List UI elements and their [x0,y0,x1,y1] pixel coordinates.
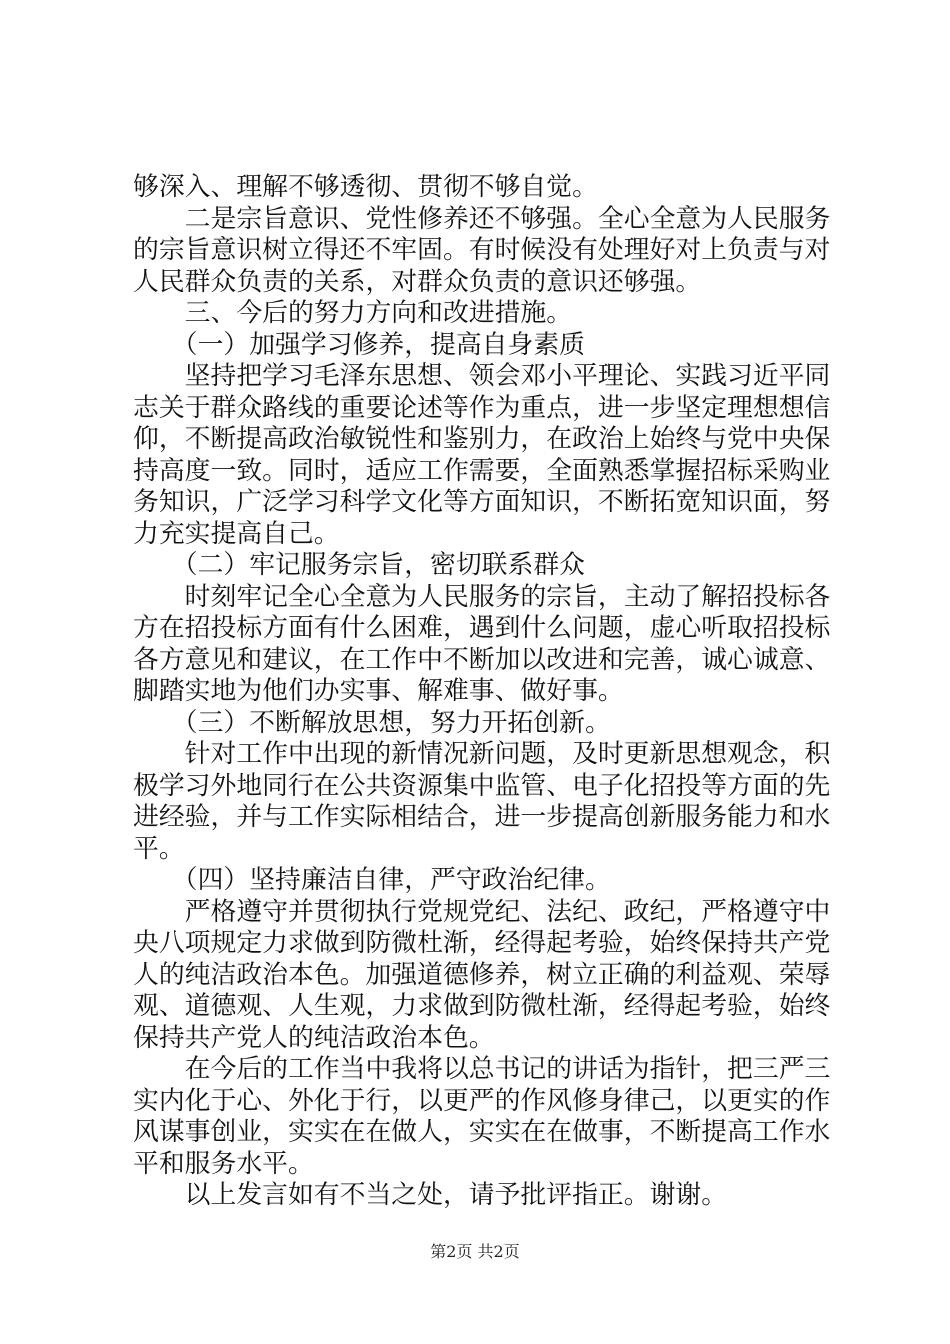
text-line: 坚持把学习毛泽东思想、领会邓小平理论、实践习近平同 [133,361,831,391]
text-line: 观、道德观、人生观，力求做到防微杜渐，经得起考验，始终 [133,991,831,1021]
text-line: 人民群众负责的关系，对群众负责的意识还够强。 [133,266,702,297]
subsection-heading: （四）坚持廉洁自律，严守政治纪律。 [133,865,611,895]
text-line: 持高度一致。同时，适应工作需要，全面熟悉掌握招标采购业 [133,455,831,486]
text-line: 在今后的工作当中我将以总书记的讲话为指针，把三严三 [133,1054,831,1084]
text-line: 实内化于心、外化于行，以更严的作风修身律己，以更实的作 [133,1085,831,1116]
text-line: 仰，不断提高政治敏锐性和鉴别力，在政治上始终与党中央保 [133,424,831,454]
text-line: 平和服务水平。 [133,1148,314,1179]
text-line: 二是宗旨意识、党性修养还不够强。全心全意为人民服务 [133,203,831,234]
text-line: 保持共产党人的纯洁政治本色。 [133,1022,495,1053]
subsection-heading: （三）不断解放思想，努力开拓创新。 [133,707,611,738]
closing-line: 以上发言如有不当之处，请予批评指正。谢谢。 [133,1180,728,1210]
section-heading: 三、今后的努力方向和改进措施。 [133,298,573,328]
text-line: 严格遵守并贯彻执行党规党纪、法纪、政纪，严格遵守中 [133,896,831,927]
text-line: 方在招投标方面有什么困难，遇到什么问题，虚心听取招投标 [133,613,831,643]
text-line: 人的纯洁政治本色。加强道德修养，树立正确的利益观、荣辱 [133,959,831,990]
text-line: 平。 [133,833,185,864]
page-number-footer: 第2页 共2页 [430,1242,520,1261]
text-line: 进经验，并与工作实际相结合，进一步提高创新服务能力和水 [133,802,831,832]
text-line: 时刻牢记全心全意为人民服务的宗旨，主动了解招投标各 [133,581,831,612]
text-line: 各方意见和建议，在工作中不断加以改进和完善，诚心诚意、 [133,644,831,675]
text-line: 极学习外地同行在公共资源集中监管、电子化招投等方面的先 [133,770,831,801]
text-line: 针对工作中出现的新情况新问题，及时更新思想观念，积 [133,739,831,769]
text-line: 的宗旨意识树立得还不牢固。有时候没有处理好对上负责与对 [133,235,831,265]
text-line: 力充实提高自己。 [133,518,340,549]
text-line: 够深入、理解不够透彻、贯彻不够自觉。 [133,172,598,202]
text-line: 央八项规定力求做到防微杜渐，经得起考验，始终保持共产党 [133,928,831,958]
text-line: 风谋事创业，实实在在做人，实实在在做事，不断提高工作水 [133,1117,831,1147]
text-line: 志关于群众路线的重要论述等作为重点，进一步坚定理想想信 [133,392,831,423]
subsection-heading: （一）加强学习修养，提高自身素质 [133,329,585,360]
text-line: 务知识，广泛学习科学文化等方面知识，不断拓宽知识面，努 [133,487,831,517]
subsection-heading: （二）牢记服务宗旨，密切联系群众 [133,550,585,580]
text-line: 脚踏实地为他们办实事、解难事、做好事。 [133,676,624,706]
